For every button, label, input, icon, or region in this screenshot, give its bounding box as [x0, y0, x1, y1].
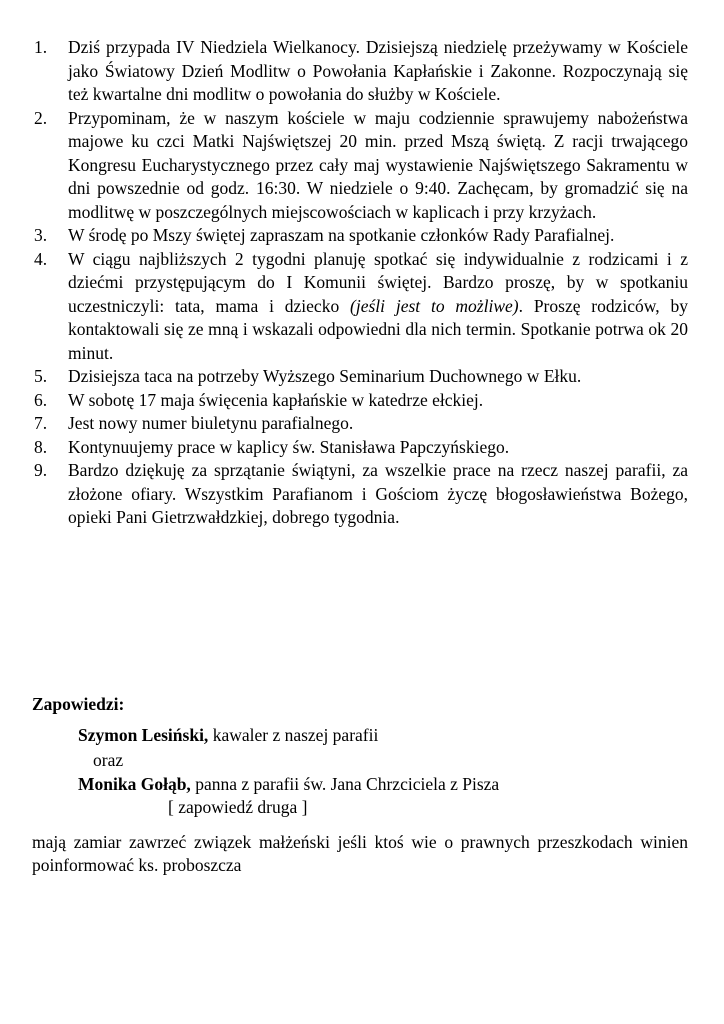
banns-bride-line — [78, 773, 499, 795]
announcement-number: 6. — [34, 389, 48, 410]
announcement-number: 4. — [34, 248, 48, 269]
announcement-item — [28, 365, 688, 389]
groom-description: kawaler z naszej parafii — [208, 725, 379, 745]
announcement-item — [28, 459, 688, 530]
announcement-number: 3. — [34, 225, 48, 245]
announcement-text: Dzisiejsza taca na potrzeby Wyższego Seminarium Duchownego w Ełku. — [68, 366, 582, 386]
banns-note: [ zapowiedź druga ] — [168, 797, 308, 817]
announcement-item — [28, 107, 688, 225]
banns-closing-text: mają zamiar zawrzeć związek małżeński jeśli ktoś wie o prawnych przeszkodach winien poinformować ks. proboszcza — [32, 832, 688, 875]
banns-groom-line — [78, 724, 378, 746]
announcements-list — [28, 36, 688, 530]
announcement-text: Przypominam, że w naszym kościele w maju codziennie sprawujemy nabożeństwa majowe ku czci Matki Najświętszej 20 min. przed Mszą świętą. Z racji trwającego Kongresu Eucharystycznego przez cały maj wystawienie Najświętszego Sakramentu w dni powszednie od godz. 16:30. W niedziele o 9:40. Zachęcam, by gromadzić się na modlitwę w poszczególnych miejscowościach w kaplicach i przy krzyżach. — [68, 107, 688, 222]
bride-description: panna z parafii św. Jana Chrzciciela z Pisza — [190, 774, 500, 794]
groom-name: Szymon Lesiński, — [78, 725, 209, 745]
announcement-number: 7. — [34, 413, 48, 433]
announcement-item — [28, 412, 688, 436]
announcement-number: 8. — [34, 436, 48, 457]
announcement-text: W ciągu najbliższych 2 tygodni planuję spotkać się indywidualnie z rodzicami i z dziećmi przystępującym do I Komunii świętej. Bardzo proszę, by w spotkaniu uczestniczyli: tata, mama i dziecko — [68, 248, 688, 316]
announcement-item — [28, 389, 688, 413]
announcement-item — [28, 224, 688, 248]
announcement-text: Bardzo dziękuję za sprzątanie świątyni, za wszelkie prace na rzecz naszej parafii, za złożone ofiary. Wszystkim Parafianom i Gościom życzę błogosławieństwa Bożego, opieki Pani Gietrzwałdzkiej, dobrego tygodnia. — [68, 460, 688, 527]
announcement-text: W sobotę 17 maja święcenia kapłańskie w katedrze ełckiej. — [68, 389, 484, 410]
announcement-text-continued: . Proszę rodziców, by kontaktowali się ze mną i wskazali odpowiedni dla nich termin. Spotkanie potrwa ok 20 minut. — [68, 295, 688, 363]
announcement-text: Dziś przypada IV Niedziela Wielkanocy. Dzisiejszą niedzielę przeżywamy w Kościele jako Światowy Dzień Modlitw o Powołania Kapłańskie i Zakonne. Rozpoczynają się też kwartalne dni modlitw o powołania do służby w Kościele. — [68, 37, 688, 104]
announcement-number: 1. — [34, 37, 48, 57]
announcement-number: 2. — [34, 107, 48, 128]
banns-heading: Zapowiedzi: — [32, 694, 125, 714]
announcement-italic-note: (jeśli jest to możliwe) — [350, 295, 519, 316]
banns-conjunction: oraz — [93, 750, 124, 770]
announcement-number: 5. — [34, 366, 48, 386]
announcement-text: Kontynuujemy prace w kaplicy św. Stanisława Papczyńskiego. — [68, 436, 510, 457]
announcement-text: W środę po Mszy świętej zapraszam na spotkanie członków Rady Parafialnej. — [68, 225, 615, 245]
announcement-item — [28, 248, 688, 366]
bride-name: Monika Gołąb, — [78, 774, 191, 794]
announcement-item — [28, 436, 688, 460]
announcement-text: Jest nowy numer biuletynu parafialnego. — [68, 413, 354, 433]
announcement-number: 9. — [34, 460, 48, 480]
announcement-item — [28, 36, 688, 107]
